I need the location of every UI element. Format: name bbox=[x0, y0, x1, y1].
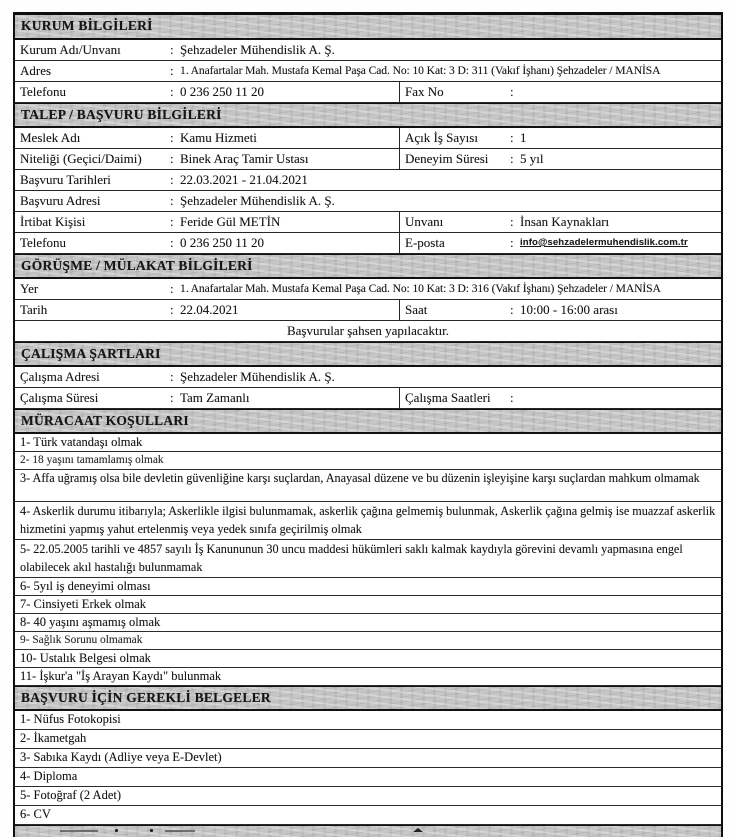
right-cell bbox=[399, 388, 721, 408]
field-row-tarih-saat bbox=[15, 300, 721, 321]
field-value: Binek Araç Tamir Ustası bbox=[180, 151, 309, 166]
field-value: Şehzadeler Mühendislik A. Ş. bbox=[180, 369, 335, 384]
field-label: Çalışma Adresi bbox=[20, 369, 100, 384]
field-row-adres bbox=[15, 61, 721, 82]
requirement-item-8: 8- 40 yaşını aşmamış olmak bbox=[15, 614, 721, 632]
left-cell bbox=[15, 300, 399, 320]
field-row-basvuru-tarihleri bbox=[15, 170, 721, 191]
field-label: Kurum Adı/Unvanı bbox=[20, 42, 121, 57]
colon-separator: : bbox=[510, 302, 514, 317]
colon-separator: : bbox=[510, 235, 514, 250]
field-value: Şehzadeler Mühendislik A. Ş. bbox=[180, 193, 335, 208]
colon-separator: : bbox=[170, 281, 174, 296]
section-header-gerekli-belgeler bbox=[15, 686, 721, 711]
colon-separator: : bbox=[170, 302, 174, 317]
document-item-1: 1- Nüfus Fotokopisi bbox=[15, 711, 721, 730]
section-header-talep-basvuru bbox=[15, 103, 721, 128]
field-label: Fax No bbox=[405, 84, 444, 99]
document-item-2: 2- İkametgah bbox=[15, 730, 721, 749]
field-row-basvuru-adresi bbox=[15, 191, 721, 212]
field-label: Çalışma Süresi bbox=[20, 390, 99, 405]
right-cell bbox=[399, 233, 721, 253]
field-value: 0 236 250 11 20 bbox=[180, 235, 265, 250]
field-value: 5 yıl bbox=[520, 151, 544, 166]
field-value: Tam Zamanlı bbox=[180, 390, 250, 405]
field-label: Saat bbox=[405, 302, 428, 317]
left-cell bbox=[15, 128, 399, 148]
field-row-telefon-eposta bbox=[15, 233, 721, 254]
document-item-3: 3- Sabıka Kaydı (Adliye veya E-Devlet) bbox=[15, 749, 721, 768]
requirement-item-6: 6- 5yıl iş deneyimi olması bbox=[15, 578, 721, 596]
application-in-person-note: Başvurular şahsen yapılacaktır. bbox=[15, 321, 721, 342]
colon-separator: : bbox=[170, 172, 174, 187]
document-item-4: 4- Diploma bbox=[15, 768, 721, 787]
job-posting-form bbox=[13, 12, 723, 837]
requirement-item-9: 9- Sağlık Sorunu olmamak bbox=[15, 632, 721, 650]
colon-separator: : bbox=[170, 130, 174, 145]
field-label: Niteliği (Geçici/Daimi) bbox=[20, 151, 142, 166]
section-title: BAŞVURU İÇİN GEREKLİ BELGELER bbox=[21, 690, 271, 705]
field-row-yer bbox=[15, 279, 721, 300]
clipped-section-header bbox=[15, 825, 721, 837]
field-label: Telefonu bbox=[20, 235, 67, 250]
colon-separator: : bbox=[170, 63, 174, 78]
field-label: İrtibat Kişisi bbox=[20, 214, 86, 229]
field-value: İnsan Kaynakları bbox=[520, 214, 610, 229]
colon-separator: : bbox=[170, 193, 174, 208]
section-header-kurum-bilgileri bbox=[15, 15, 721, 40]
colon-separator: : bbox=[510, 151, 514, 166]
field-label: Açık İş Sayısı bbox=[405, 130, 478, 145]
colon-separator: : bbox=[510, 130, 514, 145]
colon-separator: : bbox=[170, 84, 174, 99]
section-title: ÇALIŞMA ŞARTLARI bbox=[21, 346, 161, 361]
field-label: Yer bbox=[20, 281, 39, 296]
clipped-letter-tops bbox=[60, 830, 98, 832]
field-value: 1. Anafartalar Mah. Mustafa Kemal Paşa Cad. No: 10 Kat: 3 D: 311 (Vakıf İşhanı) Şehzadeler / MANİSA bbox=[180, 64, 661, 77]
section-header-gorusme-mulakat bbox=[15, 254, 721, 279]
requirement-item-5: 5- 22.05.2005 tarihli ve 4857 sayılı İş Kanununun 30 uncu maddesi hükümleri saklı kalmak kaydıyla görevini devamlı yapmasına engel olabilecek akıl hastalığı bulunmamak bbox=[15, 540, 721, 578]
field-value: 0 236 250 11 20 bbox=[180, 84, 265, 99]
requirement-item-1: 1- Türk vatandaşı olmak bbox=[15, 434, 721, 452]
field-label: E-posta bbox=[405, 235, 445, 250]
field-row-telefon-fax bbox=[15, 82, 721, 103]
field-label: Adres bbox=[20, 63, 52, 78]
requirement-item-11: 11- İşkur'a "İş Arayan Kaydı" bulunmak bbox=[15, 668, 721, 686]
field-value: 10:00 - 16:00 arası bbox=[520, 302, 618, 317]
left-cell bbox=[15, 212, 399, 232]
colon-separator: : bbox=[170, 390, 174, 405]
right-cell bbox=[399, 300, 721, 320]
field-row-calisma-adresi bbox=[15, 367, 721, 388]
field-value: Kamu Hizmeti bbox=[180, 130, 257, 145]
field-value: 1 bbox=[520, 130, 527, 145]
left-cell bbox=[15, 233, 399, 253]
section-title: GÖRÜŞME / MÜLAKAT BİLGİLERİ bbox=[21, 258, 253, 273]
field-label: Tarih bbox=[20, 302, 48, 317]
field-label: Deneyim Süresi bbox=[405, 151, 489, 166]
field-row-irtibat-unvan bbox=[15, 212, 721, 233]
left-cell bbox=[15, 149, 399, 169]
requirement-item-3: 3- Affa uğramış olsa bile devletin güvenliğine karşı suçlardan, Anayasal düzene ve bu düzenin işleyişine karşı suçlardan mahkum olmamak bbox=[15, 470, 721, 502]
right-cell bbox=[399, 128, 721, 148]
field-value: 22.03.2021 - 21.04.2021 bbox=[180, 172, 308, 187]
left-cell bbox=[15, 388, 399, 408]
field-label: Meslek Adı bbox=[20, 130, 81, 145]
clipped-letter-tops bbox=[413, 828, 423, 832]
right-cell bbox=[399, 149, 721, 169]
colon-separator: : bbox=[510, 390, 514, 405]
left-cell bbox=[15, 82, 399, 102]
clipped-letter-tops bbox=[115, 829, 118, 832]
clipped-letter-tops bbox=[165, 830, 195, 832]
section-title: MÜRACAAT KOŞULLARI bbox=[21, 413, 189, 428]
requirement-item-4: 4- Askerlik durumu itibarıyla; Askerlikle ilgisi bulunmamak, askerlik çağına gelmemiş bulunmak, Askerlik çağına gelmiş ise muazzaf askerlik hizmetini yapmış yahut ertelenmiş veya yedek sınıfa geçirilmiş olmak bbox=[15, 502, 721, 540]
colon-separator: : bbox=[170, 235, 174, 250]
requirement-item-2: 2- 18 yaşını tamamlamış olmak bbox=[15, 452, 721, 470]
section-header-muracaat-kosullari bbox=[15, 409, 721, 434]
colon-separator: : bbox=[170, 42, 174, 57]
section-title: KURUM BİLGİLERİ bbox=[21, 18, 153, 33]
field-label: Başvuru Adresi bbox=[20, 193, 101, 208]
section-title: TALEP / BAŞVURU BİLGİLERİ bbox=[21, 107, 222, 122]
field-row-calisma-suresi-saatleri bbox=[15, 388, 721, 409]
field-value: 22.04.2021 bbox=[180, 302, 239, 317]
document-item-5: 5- Fotoğraf (2 Adet) bbox=[15, 787, 721, 806]
field-row-meslek-acikis bbox=[15, 128, 721, 149]
email-link[interactable]: info@sehzadelermuhendislik.com.tr bbox=[520, 237, 688, 248]
right-cell bbox=[399, 212, 721, 232]
field-row-niteligi-deneyim bbox=[15, 149, 721, 170]
field-label: Unvanı bbox=[405, 214, 444, 229]
colon-separator: : bbox=[170, 151, 174, 166]
field-row-kurum-adi bbox=[15, 40, 721, 61]
field-label: Çalışma Saatleri bbox=[405, 390, 491, 405]
document-item-6: 6- CV bbox=[15, 806, 721, 825]
field-label: Telefonu bbox=[20, 84, 67, 99]
colon-separator: : bbox=[510, 214, 514, 229]
clipped-letter-tops bbox=[150, 829, 153, 832]
requirement-item-10: 10- Ustalık Belgesi olmak bbox=[15, 650, 721, 668]
field-label: Başvuru Tarihleri bbox=[20, 172, 111, 187]
field-value: Feride Gül METİN bbox=[180, 214, 281, 229]
requirement-item-7: 7- Cinsiyeti Erkek olmak bbox=[15, 596, 721, 614]
colon-separator: : bbox=[170, 214, 174, 229]
field-value: 1. Anafartalar Mah. Mustafa Kemal Paşa Cad. No: 10 Kat: 3 D: 316 (Vakıf İşhanı) Şehzadeler / MANİSA bbox=[180, 282, 661, 295]
right-cell bbox=[399, 82, 721, 102]
colon-separator: : bbox=[510, 84, 514, 99]
section-header-calisma-sartlari bbox=[15, 342, 721, 367]
colon-separator: : bbox=[170, 369, 174, 384]
field-value: Şehzadeler Mühendislik A. Ş. bbox=[180, 42, 335, 57]
